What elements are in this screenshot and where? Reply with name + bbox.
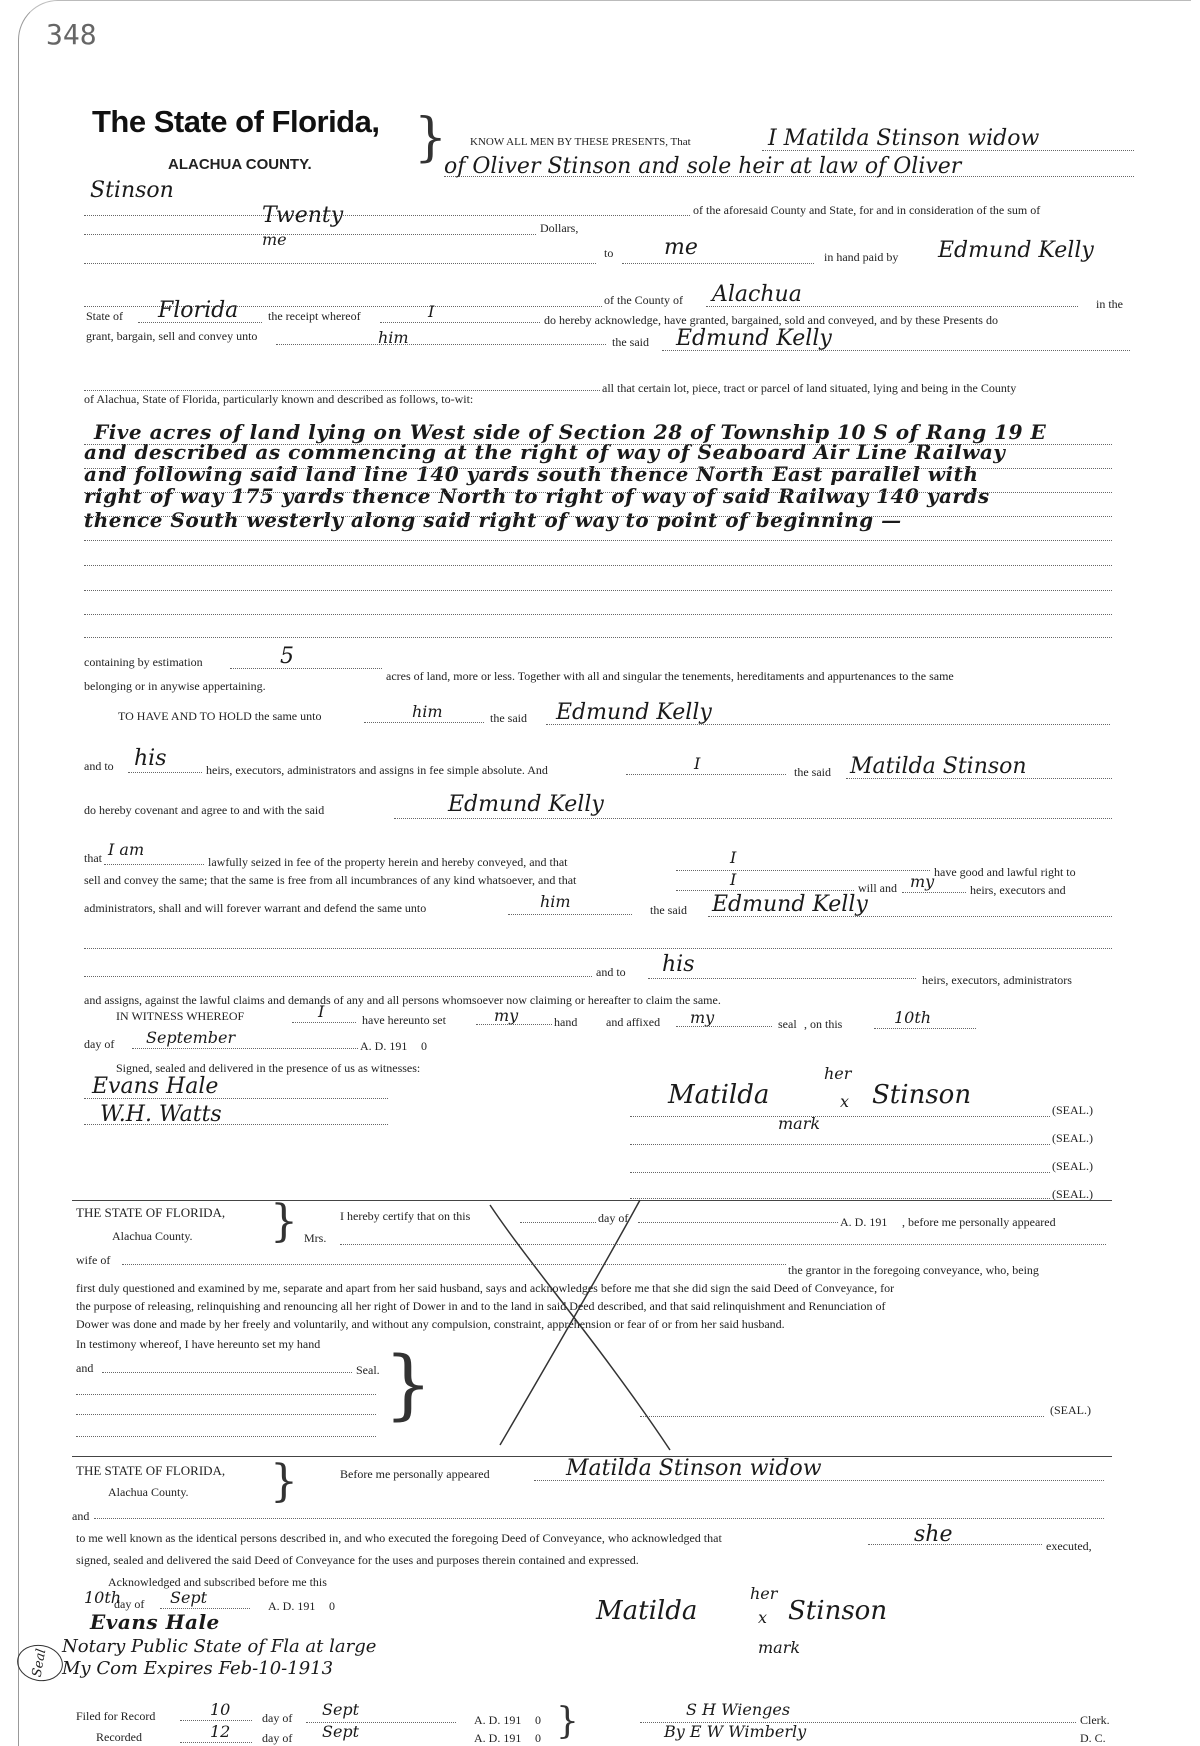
cert1-brace-2: } bbox=[384, 1339, 433, 1428]
rule bbox=[394, 818, 1112, 819]
rule bbox=[180, 1742, 252, 1743]
rule bbox=[76, 1436, 376, 1437]
rule bbox=[706, 306, 1078, 307]
that-text: that bbox=[84, 851, 102, 865]
filed-day-of: day of bbox=[262, 1711, 293, 1725]
sell-convey-text: sell and convey the same; that the same is free from all incumbrances of any kind whatsoever, and that bbox=[84, 873, 577, 887]
page-number: 348 bbox=[46, 18, 97, 51]
cert1-ad: A. D. 191 bbox=[840, 1215, 888, 1229]
cert1-certify: I hereby certify that on this bbox=[340, 1209, 471, 1223]
header-brace: } bbox=[414, 108, 448, 168]
acres-text: acres of land, more or less. Together with all and singular the tenements, hereditaments and appurtenances to the same bbox=[386, 669, 954, 683]
rule bbox=[84, 565, 1112, 566]
ad-text: A. D. 191 bbox=[360, 1039, 408, 1053]
witness-handwriting: I bbox=[318, 1002, 325, 1021]
admin-said-text: the said bbox=[650, 903, 687, 917]
witness-text: IN WITNESS WHEREOF bbox=[116, 1009, 245, 1023]
to-have-text: TO HAVE AND TO HOLD the same unto bbox=[118, 709, 322, 723]
rule bbox=[708, 916, 1112, 917]
rule bbox=[648, 978, 916, 979]
rule bbox=[84, 492, 1112, 493]
cert1-mrs: Mrs. bbox=[304, 1231, 327, 1245]
cert2-signature-her: her bbox=[750, 1584, 778, 1603]
on-this-text: , on this bbox=[804, 1017, 843, 1031]
description-line-2: and described as commencing at the right of way of Seaboard Air Line Railway bbox=[84, 440, 1006, 464]
cert2-ad: A. D. 191 bbox=[268, 1599, 316, 1613]
heirs-line-text: heirs, executors, administrators and assigns in fee simple absolute. And bbox=[206, 763, 548, 777]
cert2-month-handwriting: Sept bbox=[170, 1588, 208, 1607]
signed-text: Signed, sealed and delivered in the presence of us as witnesses: bbox=[116, 1061, 421, 1075]
cert2-day-handwriting: 10th bbox=[84, 1588, 122, 1607]
rule bbox=[84, 215, 690, 216]
rule bbox=[84, 1124, 388, 1125]
footer-brace: } bbox=[556, 1701, 579, 1742]
cross-out-mark bbox=[460, 1195, 680, 1455]
filed-day-handwriting: 10 bbox=[210, 1700, 231, 1719]
rule bbox=[534, 1480, 1104, 1481]
rule bbox=[84, 444, 1112, 445]
cert2-year-handwriting: 0 bbox=[329, 1599, 335, 1613]
heirs-exec-2-text: heirs, executors, administrators bbox=[922, 973, 1072, 987]
the-said-2-text: the said bbox=[794, 765, 831, 779]
grantee-handwriting: Edmund Kelly bbox=[938, 238, 1094, 263]
sum-handwriting: Twenty bbox=[262, 203, 344, 228]
deputy-clerk-label: D. C. bbox=[1080, 1731, 1106, 1745]
notary-commission-line: My Com Expires Feb-10-1913 bbox=[62, 1658, 334, 1679]
signature-x: x bbox=[840, 1092, 850, 1111]
rule bbox=[138, 322, 262, 323]
cert1-line-3: Dower was done and made by her freely and voluntarily, and without any compulsion, constraint, apprehension or fear of or from her said husband. bbox=[76, 1317, 785, 1331]
know-all-text: KNOW ALL MEN BY THESE PRESENTS, That bbox=[470, 136, 691, 148]
rule bbox=[84, 390, 600, 391]
rule bbox=[546, 724, 1110, 725]
filed-month-handwriting: Sept bbox=[322, 1700, 360, 1719]
unto-handwriting: him bbox=[378, 328, 409, 347]
seal-text: seal bbox=[778, 1017, 797, 1031]
document-title: The State of Florida, bbox=[92, 104, 380, 139]
description-line-5: thence South westerly along said right of way to point of beginning — bbox=[84, 508, 902, 532]
clerk-label: Clerk. bbox=[1080, 1713, 1110, 1727]
signature-surname: Stinson bbox=[872, 1080, 972, 1110]
cert1-before-me: , before me personally appeared bbox=[902, 1215, 1056, 1229]
rule bbox=[104, 864, 204, 865]
rule bbox=[676, 890, 854, 891]
grantor-handwriting-3: Stinson bbox=[90, 178, 174, 203]
cert2-brace: } bbox=[270, 1456, 298, 1507]
recorded-month-handwriting: Sept bbox=[322, 1722, 360, 1741]
rule bbox=[180, 1720, 252, 1721]
to-have-said-handwriting: Edmund Kelly bbox=[556, 700, 712, 725]
cert1-day: day of bbox=[598, 1211, 629, 1225]
witness-1-handwriting: Evans Hale bbox=[92, 1074, 219, 1099]
description-line-1: Five acres of land lying on West side of Section 28 of Township 10 S of Rang 19 E bbox=[94, 420, 1047, 444]
deputy-handwriting: By E W Wimberly bbox=[664, 1722, 807, 1741]
year-handwriting: 0 bbox=[421, 1039, 427, 1053]
filed-year-handwriting: 0 bbox=[535, 1713, 541, 1727]
cert2-appeared-handwriting: Matilda Stinson widow bbox=[566, 1456, 822, 1481]
rule bbox=[630, 1198, 1050, 1199]
state-of-text: State of bbox=[86, 309, 123, 323]
to-handwriting-2: me bbox=[664, 235, 698, 260]
rule bbox=[276, 344, 606, 345]
receipt-handwriting: I bbox=[428, 302, 435, 321]
rule bbox=[476, 1024, 552, 1025]
day-handwriting: 10th bbox=[894, 1008, 932, 1027]
will-handwriting: my bbox=[910, 872, 935, 891]
rule bbox=[380, 322, 540, 323]
lawfully-handwriting: I bbox=[730, 848, 737, 867]
have-set-text: have hereunto set bbox=[362, 1013, 446, 1027]
cert2-day-of: day of bbox=[114, 1597, 145, 1611]
cert2-she-handwriting: she bbox=[914, 1522, 953, 1547]
covenant-text: do hereby covenant and agree to and with the said bbox=[84, 803, 325, 817]
notary-seal: Seal bbox=[14, 1641, 66, 1684]
the-said-handwriting: Edmund Kelly bbox=[676, 326, 832, 351]
admin-handwriting: him bbox=[540, 892, 571, 911]
description-line-4: right of way 175 yards thence North to right of way of said Railway 140 yards bbox=[84, 484, 990, 508]
filed-label: Filed for Record bbox=[76, 1709, 156, 1723]
rule bbox=[902, 892, 966, 893]
cert1-brace: } bbox=[270, 1196, 298, 1247]
rule bbox=[128, 772, 202, 773]
description-line-3: and following said land line 140 yards south thence North East parallel with bbox=[84, 462, 979, 486]
seal-label-3: (SEAL.) bbox=[1052, 1159, 1093, 1173]
grantor-handwriting-2: of Oliver Stinson and sole heir at law of Oliver bbox=[444, 154, 962, 179]
rule bbox=[76, 1414, 376, 1415]
cert2-line-1: to me well known as the identical persons described in, and who executed the foregoing Deed of Conveyance, who acknowledged that bbox=[76, 1531, 722, 1545]
rule bbox=[76, 1394, 376, 1395]
rule bbox=[640, 1416, 1044, 1417]
assigns-text: and assigns, against the lawful claims and demands of any and all persons whomsoever now claiming or hereafter to claim the same. bbox=[84, 993, 721, 1007]
seal-label-1: (SEAL.) bbox=[1052, 1103, 1093, 1117]
in-hand-paid-text: in hand paid by bbox=[824, 250, 899, 264]
will-and-text: will and bbox=[858, 881, 897, 895]
month-handwriting: September bbox=[146, 1028, 236, 1047]
cert2-executed: executed, bbox=[1046, 1539, 1092, 1553]
county-state-text: of the aforesaid County and State, for and in consideration of the sum of bbox=[693, 203, 1041, 217]
state-handwriting: Florida bbox=[158, 298, 239, 323]
rule bbox=[160, 1608, 250, 1609]
lawfully-text: lawfully seized in fee of the property herein and hereby conveyed, and that bbox=[208, 855, 568, 869]
of-county-text: of the County of bbox=[604, 293, 683, 307]
cert2-county: Alachua County. bbox=[108, 1485, 189, 1499]
cert2-signature-mark: mark bbox=[758, 1638, 801, 1657]
cert2-signature-surname: Stinson bbox=[788, 1596, 888, 1626]
recorded-label: Recorded bbox=[96, 1730, 142, 1744]
rule bbox=[846, 778, 1112, 779]
hand-text: hand bbox=[554, 1015, 578, 1029]
signature-name: Matilda bbox=[668, 1080, 770, 1110]
dollars-text: Dollars, bbox=[540, 221, 579, 235]
acres-handwriting: 5 bbox=[280, 644, 294, 669]
rule bbox=[122, 1264, 786, 1265]
seal-label-4: (SEAL.) bbox=[1052, 1187, 1093, 1201]
rule bbox=[868, 1544, 1042, 1545]
of-alachua-text: of Alachua, State of Florida, particularly known and described as follows, to-wit: bbox=[84, 392, 474, 406]
county-handwriting: Alachua bbox=[712, 282, 802, 307]
rule bbox=[662, 350, 1130, 351]
cert2-ack: Acknowledged and subscribed before me this bbox=[108, 1575, 327, 1589]
and-handwriting: I bbox=[694, 754, 701, 773]
cert2-and: and bbox=[72, 1509, 90, 1523]
recorded-day-of: day of bbox=[262, 1731, 293, 1745]
grant-unto-text: grant, bargain, sell and convey unto bbox=[86, 329, 258, 343]
rule bbox=[364, 722, 484, 723]
rule bbox=[84, 637, 1112, 638]
rule bbox=[874, 1028, 976, 1029]
notary-public-line: Notary Public State of Fla at large bbox=[62, 1636, 377, 1657]
rule bbox=[508, 914, 632, 915]
rule bbox=[630, 1144, 1050, 1145]
seal-label-2: (SEAL.) bbox=[1052, 1131, 1093, 1145]
rule bbox=[94, 1518, 1104, 1519]
witness-2-handwriting: W.H. Watts bbox=[100, 1102, 222, 1127]
recorded-ad: A. D. 191 bbox=[474, 1731, 522, 1745]
cert1-grantor: the grantor in the foregoing conveyance, who, being bbox=[788, 1263, 1039, 1277]
and-to-text: and to bbox=[84, 759, 114, 773]
cert1-state: THE STATE OF FLORIDA, bbox=[76, 1205, 226, 1220]
administrators-text: administrators, shall and will forever warrant and defend the same unto bbox=[84, 901, 427, 915]
rule bbox=[84, 540, 1112, 541]
rule bbox=[676, 1026, 772, 1027]
cert2-state: THE STATE OF FLORIDA, bbox=[76, 1463, 226, 1478]
day-of-text: day of bbox=[84, 1037, 115, 1051]
to-handwriting: me bbox=[262, 230, 287, 249]
rule bbox=[132, 1048, 358, 1049]
rule bbox=[84, 948, 1112, 949]
set-handwriting: my bbox=[494, 1006, 519, 1025]
and-to-2-text: and to bbox=[596, 965, 626, 979]
to-have-said: the said bbox=[490, 711, 527, 725]
covenant-handwriting: Edmund Kelly bbox=[448, 792, 604, 817]
recorded-year-handwriting: 0 bbox=[535, 1731, 541, 1745]
rule bbox=[84, 590, 1112, 591]
have-good-text: have good and lawful right to bbox=[934, 865, 1076, 879]
rule bbox=[84, 516, 1112, 517]
cert1-seal-label: (SEAL.) bbox=[1050, 1403, 1091, 1417]
the-said-2-handwriting: Matilda Stinson bbox=[850, 754, 1027, 779]
cert2-before-me: Before me personally appeared bbox=[340, 1467, 490, 1481]
cert1-testimony: In testimony whereof, I have hereunto set my hand bbox=[76, 1337, 321, 1351]
cert2-signature-name: Matilda bbox=[596, 1596, 698, 1626]
rule bbox=[102, 1372, 352, 1373]
receipt-text: the receipt whereof bbox=[268, 309, 361, 323]
rule bbox=[626, 774, 786, 775]
cert1-line-1: first duly questioned and examined by me, separate and apart from her said husband, says and acknowledges before me that she did sign the said Deed of Conveyance, for bbox=[76, 1281, 895, 1295]
rule bbox=[84, 263, 596, 264]
signature-her: her bbox=[824, 1064, 852, 1083]
rule bbox=[630, 1116, 1050, 1117]
the-said-text: the said bbox=[612, 335, 649, 349]
that-handwriting: I am bbox=[108, 840, 145, 859]
cert1-and: and bbox=[76, 1361, 94, 1375]
rule bbox=[84, 614, 1112, 615]
county-heading: ALACHUA COUNTY. bbox=[168, 156, 312, 173]
and-to-handwriting: his bbox=[134, 746, 167, 771]
grantor-handwriting-1: I Matilda Stinson widow bbox=[768, 126, 1040, 151]
rule bbox=[292, 1022, 356, 1023]
cert1-seal: Seal. bbox=[356, 1363, 380, 1377]
containing-text: containing by estimation bbox=[84, 655, 203, 669]
rule bbox=[676, 870, 930, 871]
rule bbox=[230, 668, 382, 669]
notary-name: Evans Hale bbox=[90, 1610, 220, 1634]
clerk-handwriting: S H Wienges bbox=[686, 1700, 791, 1719]
in-the-text: in the bbox=[1096, 297, 1123, 311]
cert1-line-2: the purpose of releasing, relinquishing and renouncing all her right of Dower in and to the land in said Deed described, and that said relinquishment and Renunciation of bbox=[76, 1299, 886, 1313]
to-have-handwriting: him bbox=[412, 702, 443, 721]
belonging-text: belonging or in anywise appertaining. bbox=[84, 679, 266, 693]
rule bbox=[84, 1098, 388, 1099]
signature-mark: mark bbox=[778, 1114, 821, 1133]
sell-handwriting: I bbox=[730, 870, 737, 889]
all-that-text: all that certain lot, piece, tract or parcel of land situated, lying and being in the County bbox=[602, 381, 1017, 395]
cert1-wife-of: wife of bbox=[76, 1253, 111, 1267]
affixed-handwriting: my bbox=[690, 1008, 715, 1027]
acknowledge-text: do hereby acknowledge, have granted, bargained, sold and conveyed, and by these Presents do bbox=[544, 313, 998, 327]
rule bbox=[340, 1244, 1106, 1245]
and-to-2-handwriting: his bbox=[662, 952, 695, 977]
cert2-line-2: signed, sealed and delivered the said Deed of Conveyance for the uses and purposes therein contained and expressed. bbox=[76, 1553, 639, 1567]
recorded-day-handwriting: 12 bbox=[210, 1722, 231, 1741]
to-label: to bbox=[604, 246, 614, 260]
rule bbox=[84, 468, 1112, 469]
rule bbox=[622, 263, 814, 264]
affixed-text: and affixed bbox=[606, 1015, 661, 1029]
filed-ad: A. D. 191 bbox=[474, 1713, 522, 1727]
cert2-signature-x: x bbox=[758, 1608, 768, 1627]
cert1-county: Alachua County. bbox=[112, 1229, 193, 1243]
rule bbox=[84, 976, 592, 977]
rule bbox=[630, 1172, 1050, 1173]
rule bbox=[84, 234, 536, 235]
admin-said-handwriting: Edmund Kelly bbox=[712, 892, 868, 917]
heirs-exec-text: heirs, executors and bbox=[970, 883, 1066, 897]
